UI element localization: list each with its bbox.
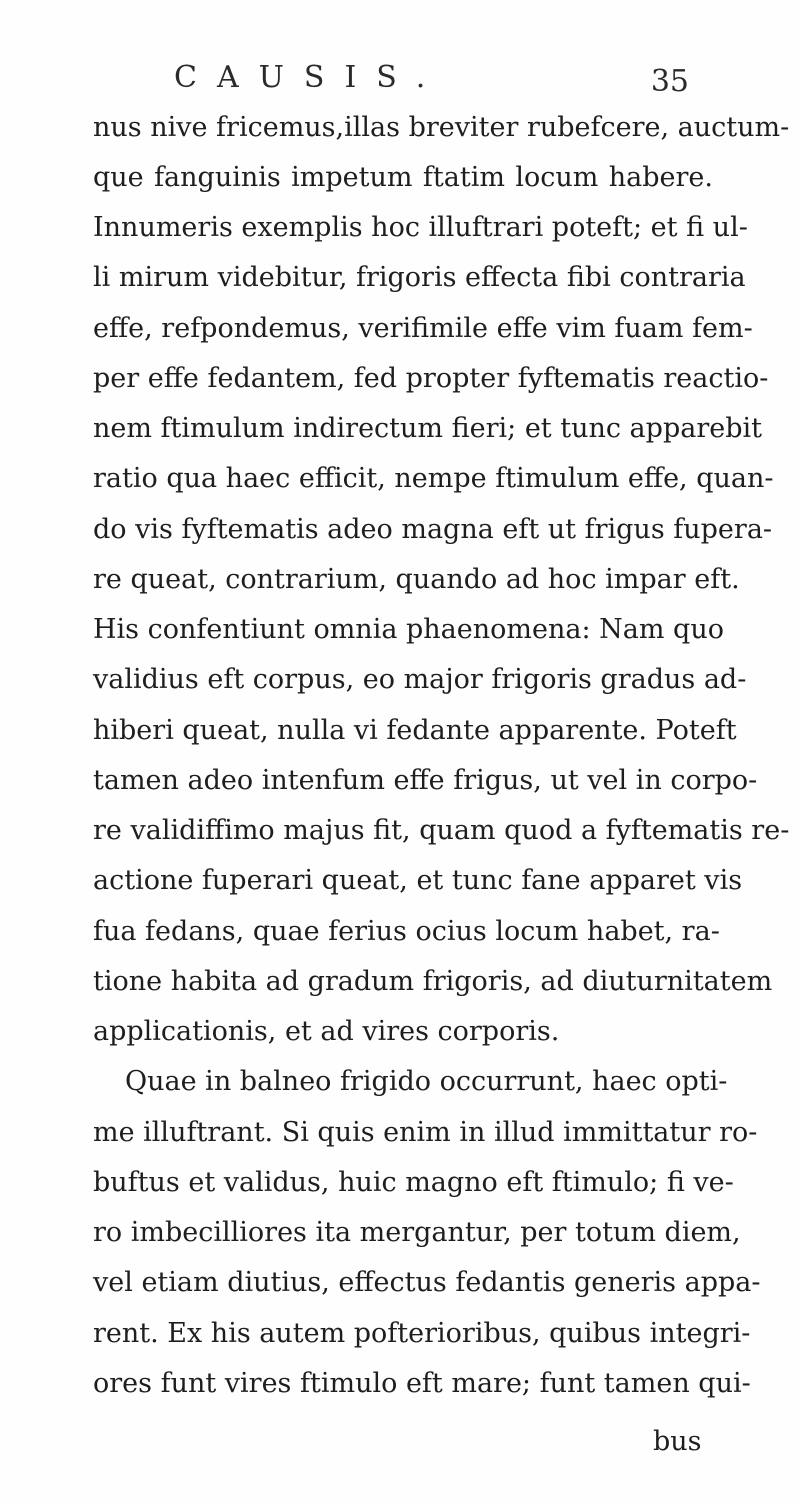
- text-line: que fanguinis impetum ftatim locum habere.: [93, 162, 713, 193]
- text-line: tamen adeo intenfum effe frigus, ut vel in corpo-: [93, 765, 758, 796]
- text-line: applicationis, et ad vires corporis.: [93, 1016, 560, 1047]
- text-line: re validiffimo majus fit, quam quod a fyftematis re-: [93, 815, 790, 846]
- text-line: hiberi queat, nulla vi fedante apparente. Poteft: [93, 715, 737, 746]
- text-line: effe, refpondemus, verifimile effe vim fuam fem-: [93, 313, 753, 344]
- page-number: 35: [650, 64, 689, 99]
- text-line: li mirum videbitur, frigoris effecta fibi contraria: [93, 262, 746, 293]
- text-line: me illuftrant. Si quis enim in illud immittatur ro-: [93, 1117, 758, 1148]
- text-line: re queat, contrarium, quando ad hoc impar eft.: [93, 564, 740, 595]
- text-line: ores funt vires ftimulo eft mare; funt tamen qui-: [93, 1368, 751, 1399]
- text-line: His confentiunt omnia phaenomena: Nam quo: [93, 614, 724, 645]
- text-line: validius eft corpus, eo major frigoris gradus ad-: [93, 664, 747, 695]
- catchword: bus: [653, 1426, 702, 1457]
- text-line: tione habita ad gradum frigoris, ad diuturnitatem: [93, 966, 773, 997]
- text-line: ro imbecilliores ita mergantur, per totum diem,: [93, 1217, 741, 1248]
- text-line: ratio qua haec efficit, nempe ftimulum effe, quan-: [93, 463, 774, 494]
- text-line: Quae in balneo frigido occurrunt, haec opti-: [125, 1066, 728, 1097]
- text-line: nem ftimulum indirectum fieri; et tunc apparebit: [93, 413, 762, 444]
- text-line: vel etiam diutius, effectus fedantis generis appa-: [93, 1267, 761, 1298]
- running-title: CAUSIS.: [174, 60, 446, 95]
- running-head: [0, 60, 801, 100]
- text-line: rent. Ex his autem pofterioribus, quibus integri-: [93, 1318, 751, 1349]
- text-line: per effe fedantem, fed propter fyftematis reactio-: [93, 363, 769, 394]
- text-line: fua fedans, quae ferius ocius locum habet, ra-: [93, 916, 720, 947]
- text-line: Innumeris exemplis hoc illuftrari poteft; et fi ul-: [93, 212, 748, 243]
- text-line: nus nive fricemus,illas breviter rubefcere, auctum-: [93, 112, 790, 143]
- text-line: actione fuperari queat, et tunc fane apparet vis: [93, 865, 743, 896]
- text-line: do vis fyftematis adeo magna eft ut frigus fupera-: [93, 514, 773, 545]
- text-line: buftus et validus, huic magno eft ftimulo; fi ve-: [93, 1167, 734, 1198]
